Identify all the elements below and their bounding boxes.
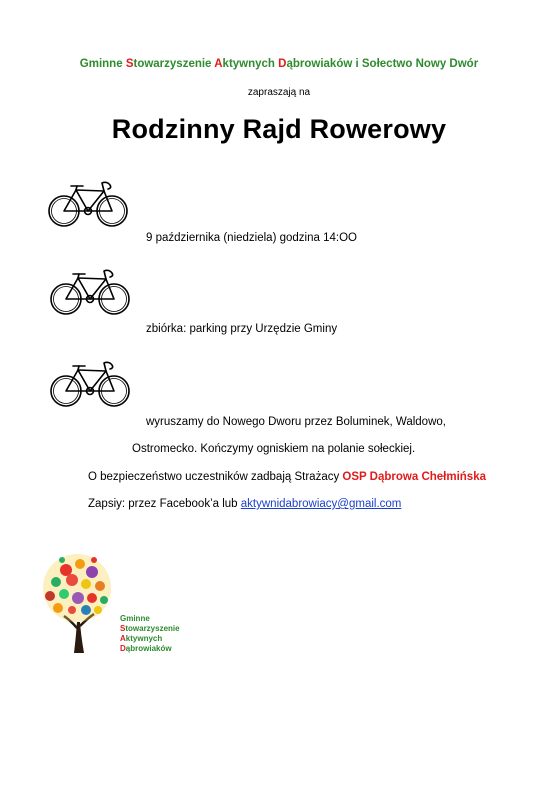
logo-text [120, 614, 180, 654]
route-line-1: wyruszamy do Nowego Dworu przez Boluminek, Waldowo, [146, 416, 446, 428]
org-initial: A [214, 58, 223, 70]
route-line-2: Ostromecko. Kończymy ogniskiem na polanie sołeckiej. [132, 443, 416, 455]
logo-line [120, 624, 180, 634]
page-title: Rodzinny Rajd Rowerowy [111, 114, 447, 144]
signup-email-link[interactable]: aktywnidabrowiacy@gmail.com [240, 498, 402, 510]
bicycle-icon [48, 266, 132, 318]
org-word: towarzyszenie [133, 58, 215, 70]
logo-initial: D [120, 644, 126, 653]
logo-initial: S [120, 624, 126, 633]
logo-line [120, 644, 180, 654]
event-date: 9 października (niedziela) godzina 14:OO [146, 232, 357, 244]
logo-word: ąbrowiaków [125, 644, 172, 653]
invite-text: zapraszają na [247, 87, 311, 98]
meeting-point: zbiórka: parking przy Urzędzie Gminy [146, 323, 338, 335]
fire-brigade-name: OSP Dąbrowa Chełmińska [342, 471, 486, 483]
logo-word: ktywnych [125, 634, 163, 643]
org-initial: S [125, 58, 134, 70]
signup-text: Zapsiy: przez Facebook’a lub [88, 498, 241, 510]
org-word: i Sołectwo Nowy Dwór [355, 58, 479, 70]
safety-text: O bezpieczeństwo uczestników zadbają Strażacy [88, 471, 343, 483]
organizers-line [0, 58, 558, 70]
bicycle-icon [46, 178, 130, 230]
logo-line: Gminne [120, 614, 150, 623]
logo-word: towarzyszenie [125, 624, 180, 633]
org-word: ąbrowiaków [286, 58, 356, 70]
logo-line [120, 634, 180, 644]
bicycle-icon [48, 358, 132, 410]
logo-initial: A [120, 634, 126, 643]
org-word: ktywnych [222, 58, 279, 70]
signup-line [88, 498, 401, 510]
fruit-tree-logo [36, 548, 118, 658]
safety-line [88, 471, 486, 483]
org-word: Gminne [79, 58, 126, 70]
org-initial: D [278, 58, 287, 70]
